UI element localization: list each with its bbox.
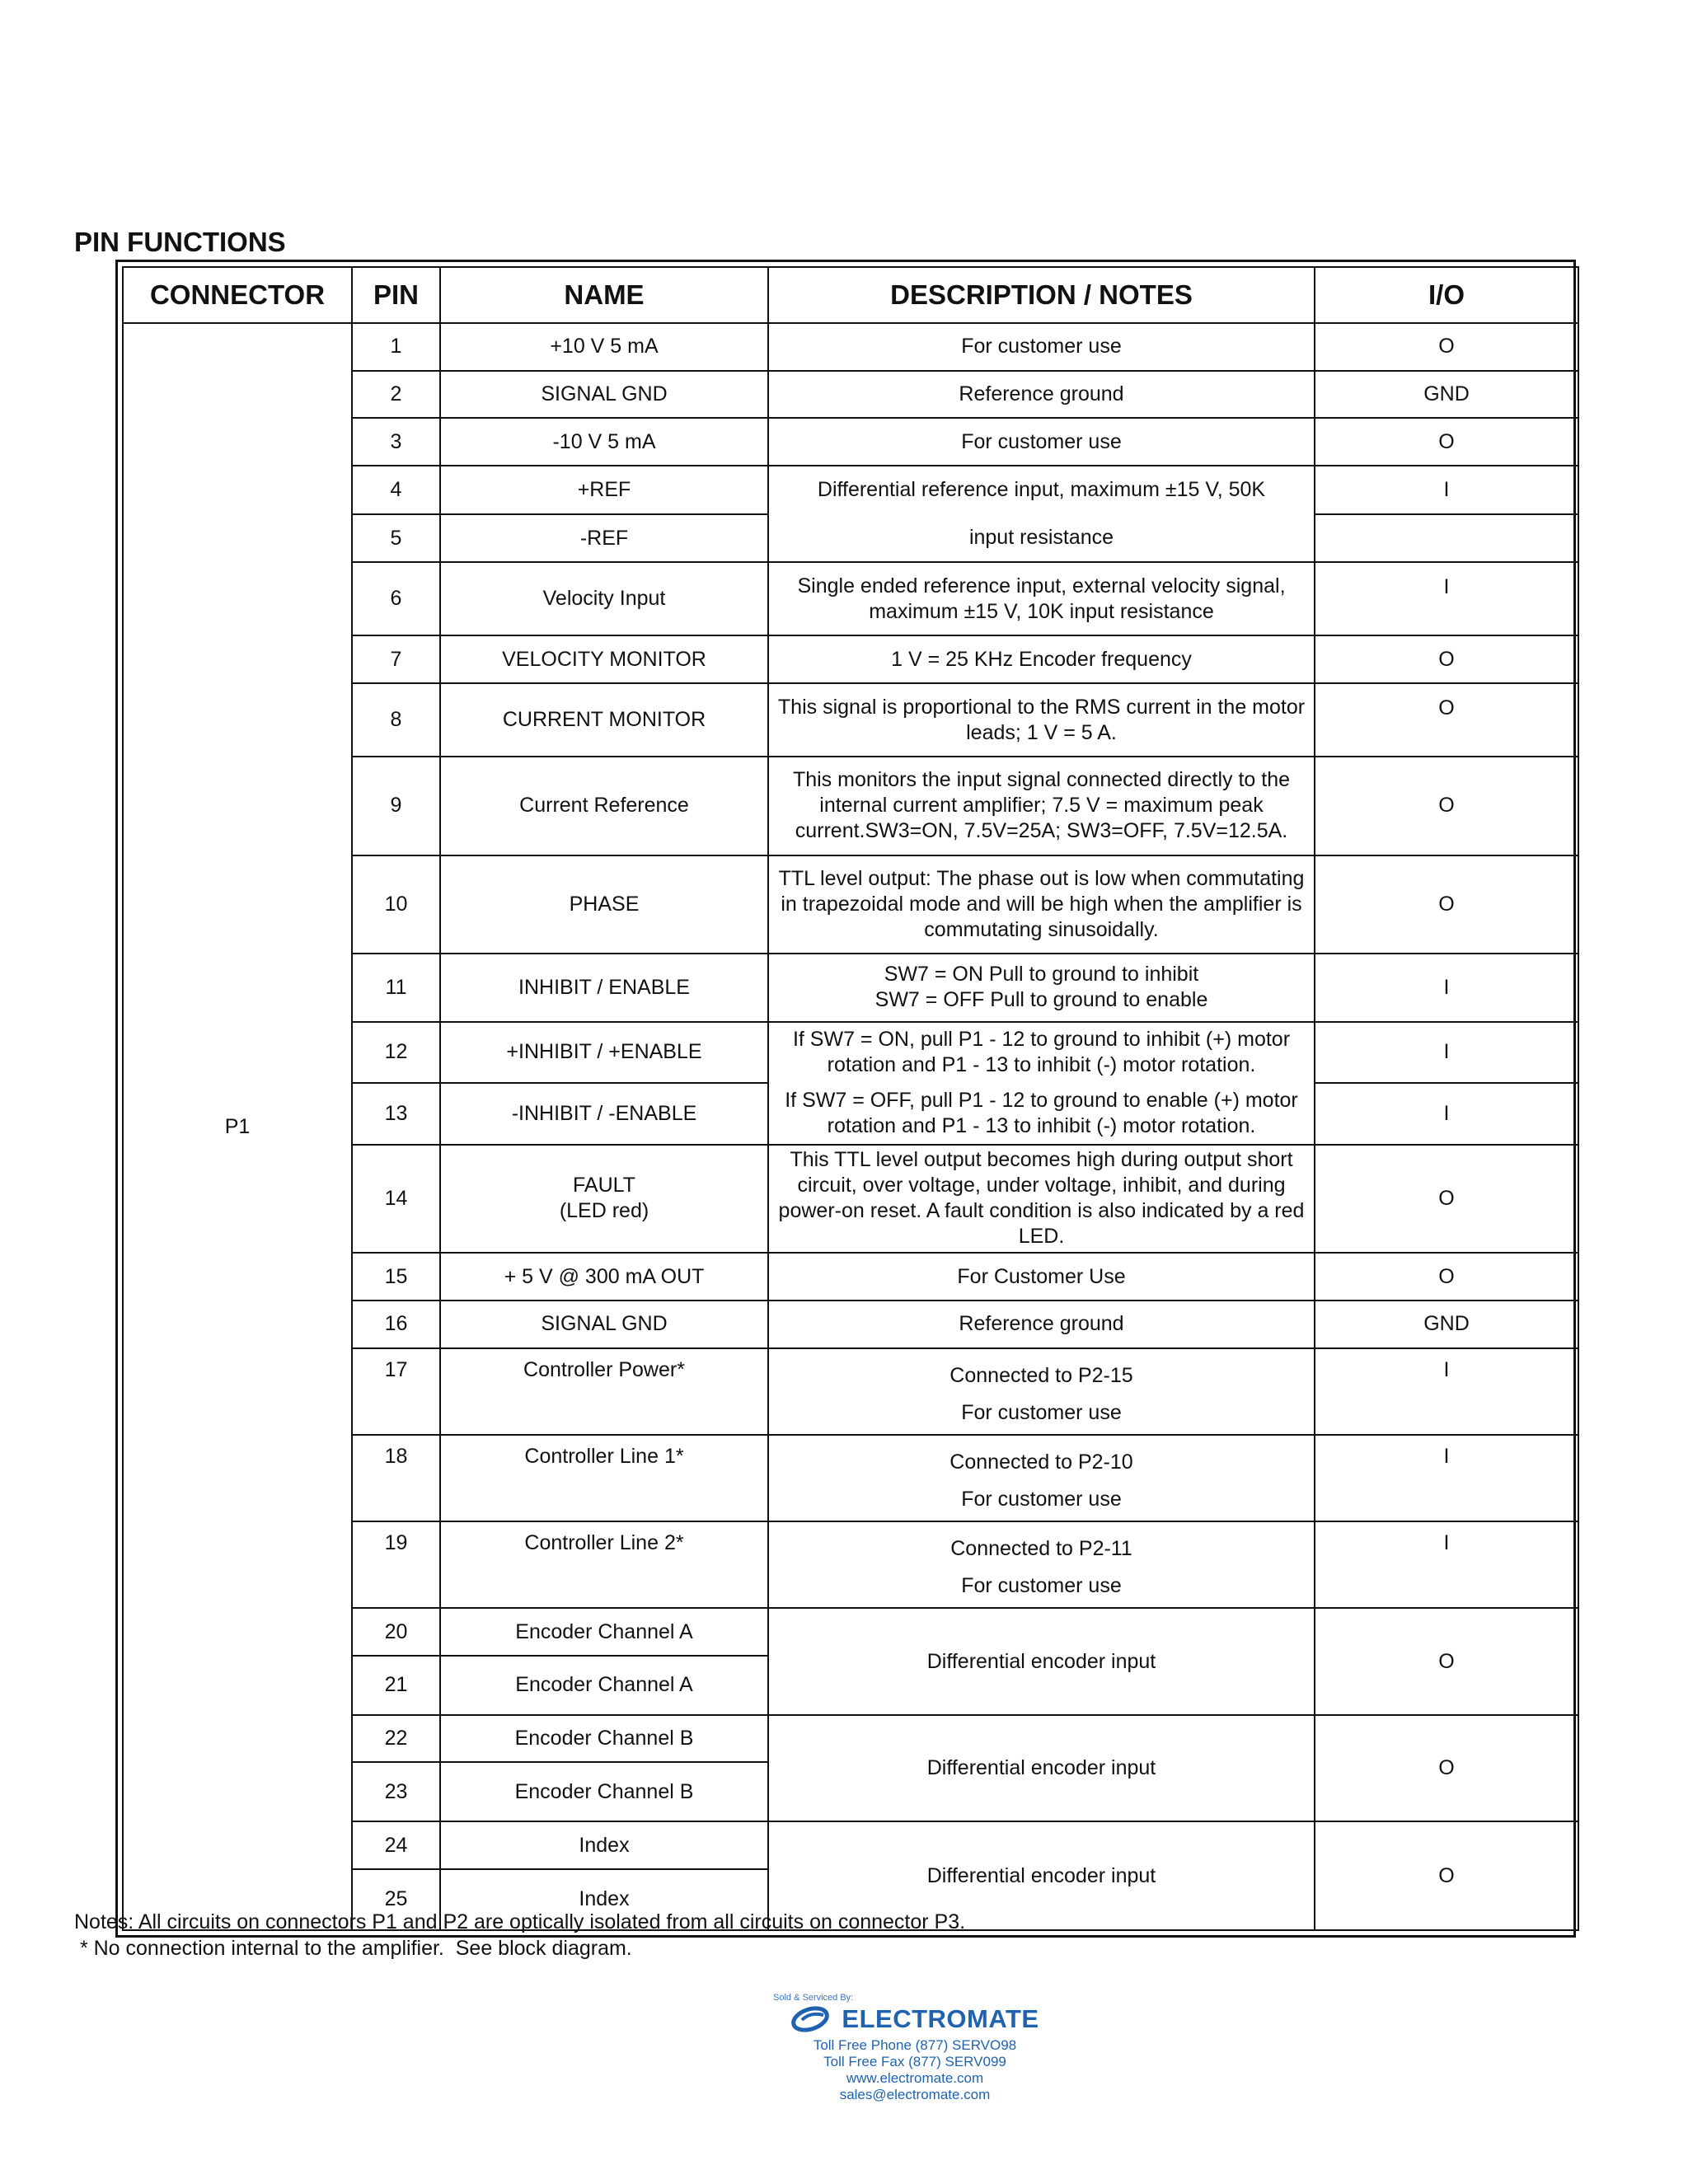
description-cell: TTL level output: The phase out is low when commutating in trapezoidal mode and will be high when the amplifier is commutating sinusoidally. (768, 855, 1315, 954)
io-cell: I (1315, 562, 1578, 635)
email-link[interactable]: sales@electromate.com (839, 2087, 991, 2102)
pin-cell: 6 (352, 562, 440, 635)
name-cell: INHIBIT / ENABLE (440, 954, 768, 1022)
description-cell: Differential reference input, maximum ±15 V, 50K (768, 466, 1315, 514)
io-cell: I (1315, 1348, 1578, 1435)
io-cell: O (1315, 1715, 1578, 1822)
name-line: FAULT (573, 1174, 635, 1197)
description-cell: Differential encoder input (768, 1608, 1315, 1715)
name-cell: -REF (440, 514, 768, 563)
name-cell: + 5 V @ 300 mA OUT (440, 1253, 768, 1301)
pin-cell: 25 (352, 1869, 440, 1930)
name-cell: Controller Power* (440, 1348, 768, 1435)
name-cell: PHASE (440, 855, 768, 954)
description-cell (768, 1521, 1315, 1608)
pin-cell: 23 (352, 1762, 440, 1821)
pin-functions-table-frame (115, 260, 1576, 1938)
pin-cell: 2 (352, 371, 440, 419)
header-description: DESCRIPTION / NOTES (768, 267, 1315, 323)
description-line: SW7 = ON Pull to ground to inhibit (884, 963, 1199, 987)
pin-cell: 18 (352, 1435, 440, 1521)
pin-cell: 15 (352, 1253, 440, 1301)
pin-cell: 12 (352, 1022, 440, 1083)
description-line: Connected to P2-11 (950, 1537, 1132, 1561)
description-cell: This TTL level output becomes high during output short circuit, over voltage, under voltage, inhibit, and during power-on reset. A fault condition is also indicated by a red LED. (768, 1145, 1315, 1254)
header-name: NAME (440, 267, 768, 323)
electromate-swoosh-icon (790, 2005, 835, 2033)
description-cell: Reference ground (768, 371, 1315, 419)
description-cell: If SW7 = ON, pull P1 - 12 to ground to inhibit (+) motor rotation and P1 - 13 to inhibit (-) motor rotation. (768, 1022, 1315, 1083)
brand-name: ELECTROMATE (842, 2004, 1039, 2033)
io-cell: O (1315, 1253, 1578, 1301)
name-cell: SIGNAL GND (440, 1301, 768, 1348)
pin-cell: 19 (352, 1521, 440, 1608)
pin-cell: 7 (352, 635, 440, 683)
header-connector: CONNECTOR (123, 267, 352, 323)
io-cell: O (1315, 683, 1578, 757)
io-cell: I (1315, 1435, 1578, 1521)
name-cell: -10 V 5 mA (440, 418, 768, 466)
pin-functions-table (122, 266, 1579, 1931)
pin-cell: 5 (352, 514, 440, 563)
table-row (123, 323, 1578, 371)
brand-logo (767, 2004, 1063, 2034)
pin-cell: 9 (352, 757, 440, 855)
io-cell: I (1315, 1083, 1578, 1145)
fax-line: Toll Free Fax (877) SERV099 (823, 2054, 1006, 2069)
description-cell: 1 V = 25 KHz Encoder frequency (768, 635, 1315, 683)
description-cell (768, 1348, 1315, 1435)
description-cell: For customer use (768, 418, 1315, 466)
name-cell: +REF (440, 466, 768, 514)
io-cell: O (1315, 757, 1578, 855)
name-cell: +INHIBIT / +ENABLE (440, 1022, 768, 1083)
name-cell: VELOCITY MONITOR (440, 635, 768, 683)
header-io: I/O (1315, 267, 1578, 323)
website-link[interactable]: www.electromate.com (846, 2070, 984, 2086)
pin-cell: 1 (352, 323, 440, 371)
description-cell: Single ended reference input, external velocity signal, maximum ±15 V, 10K input resistance (768, 562, 1315, 635)
io-cell: O (1315, 418, 1578, 466)
description-cell: Differential encoder input (768, 1715, 1315, 1822)
pin-cell: 3 (352, 418, 440, 466)
io-cell: I (1315, 1022, 1578, 1083)
note-line: Notes: All circuits on connectors P1 and P2 are optically isolated from all circuits on connector P3. (74, 1910, 966, 1933)
name-cell: Encoder Channel B (440, 1715, 768, 1763)
description-cell: This monitors the input signal connected directly to the internal current amplifier; 7.5 V = maximum peak current.SW3=ON, 7.5V=25A; SW3=OFF, 7.5V=12.5A. (768, 757, 1315, 855)
name-cell: -INHIBIT / -ENABLE (440, 1083, 768, 1145)
io-cell: GND (1315, 1301, 1578, 1348)
description-line: For customer use (961, 1487, 1122, 1511)
notes (74, 1909, 965, 1961)
pin-cell: 17 (352, 1348, 440, 1435)
io-cell: O (1315, 1821, 1578, 1930)
note-line: * No connection internal to the amplifier. See block diagram. (74, 1937, 632, 1960)
name-cell: Controller Line 2* (440, 1521, 768, 1608)
footer (767, 1993, 1063, 2103)
io-cell: O (1315, 855, 1578, 954)
io-cell: I (1315, 954, 1578, 1022)
io-cell: I (1315, 1521, 1578, 1608)
pin-cell: 21 (352, 1656, 440, 1715)
name-cell: Velocity Input (440, 562, 768, 635)
section-title: PIN FUNCTIONS (74, 227, 286, 257)
sold-by-label: Sold & Serviced By: (773, 1993, 854, 2003)
io-cell: O (1315, 1145, 1578, 1254)
io-cell: O (1315, 635, 1578, 683)
name-cell: Index (440, 1821, 768, 1869)
description-cell: For customer use (768, 323, 1315, 371)
name-cell: CURRENT MONITOR (440, 683, 768, 757)
io-cell: O (1315, 1608, 1578, 1715)
name-cell: Index (440, 1869, 768, 1930)
pin-cell: 8 (352, 683, 440, 757)
description-line: For customer use (961, 1574, 1122, 1598)
name-cell: Controller Line 1* (440, 1435, 768, 1521)
description-cell (768, 1435, 1315, 1521)
name-cell: Encoder Channel A (440, 1656, 768, 1715)
name-cell (440, 1145, 768, 1254)
pin-cell: 20 (352, 1608, 440, 1656)
description-line: SW7 = OFF Pull to ground to enable (874, 988, 1208, 1012)
pin-cell: 24 (352, 1821, 440, 1869)
description-cell: For Customer Use (768, 1253, 1315, 1301)
name-cell: +10 V 5 mA (440, 323, 768, 371)
description-cell: Reference ground (768, 1301, 1315, 1348)
phone-line: Toll Free Phone (877) SERVO98 (813, 2037, 1017, 2053)
pin-cell: 22 (352, 1715, 440, 1763)
description-cell: input resistance (768, 514, 1315, 563)
description-line: Connected to P2-15 (950, 1363, 1133, 1387)
name-cell: Current Reference (440, 757, 768, 855)
name-cell: SIGNAL GND (440, 371, 768, 419)
connector-cell: P1 (123, 323, 352, 1930)
io-cell (1315, 514, 1578, 563)
description-line: For customer use (961, 1400, 1122, 1424)
name-line: (LED red) (559, 1199, 649, 1223)
contact-info (767, 2037, 1063, 2103)
name-cell: Encoder Channel B (440, 1762, 768, 1821)
header-pin: PIN (352, 267, 440, 323)
pin-cell: 14 (352, 1145, 440, 1254)
io-cell: O (1315, 323, 1578, 371)
pin-cell: 13 (352, 1083, 440, 1145)
description-cell: Differential encoder input (768, 1821, 1315, 1930)
table-header-row (123, 267, 1578, 323)
name-cell: Encoder Channel A (440, 1608, 768, 1656)
io-cell: I (1315, 466, 1578, 514)
pin-cell: 11 (352, 954, 440, 1022)
description-cell: If SW7 = OFF, pull P1 - 12 to ground to enable (+) motor rotation and P1 - 13 to inhibit (-) motor rotation. (768, 1083, 1315, 1145)
pin-cell: 4 (352, 466, 440, 514)
description-cell: This signal is proportional to the RMS current in the motor leads; 1 V = 5 A. (768, 683, 1315, 757)
pin-cell: 16 (352, 1301, 440, 1348)
pin-cell: 10 (352, 855, 440, 954)
description-line: Connected to P2-10 (950, 1450, 1133, 1474)
io-cell: GND (1315, 371, 1578, 419)
description-cell (768, 954, 1315, 1022)
